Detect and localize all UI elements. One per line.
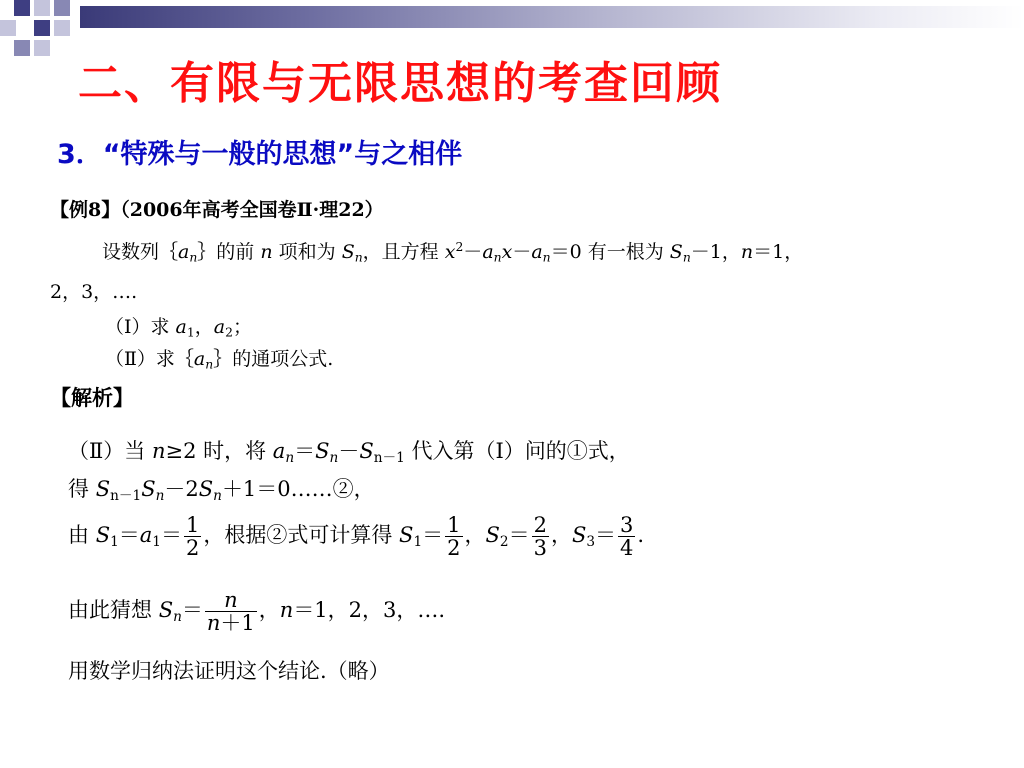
decor-square xyxy=(54,0,70,16)
example-heading: 【例8】（2006年高考全国卷Ⅱ·理22） xyxy=(50,199,384,221)
header-gradient-bar xyxy=(80,6,1024,28)
analysis-line-5: 用数学归纳法证明这个结论.（略） xyxy=(68,659,390,683)
analysis-line-4: 由此猜想 $S_n=$ $\frac{n}{n+1}$ ，n＝1，2，3，…. xyxy=(68,588,446,636)
fraction: $\frac{2}{3}$ xyxy=(533,513,547,561)
problem-statement-line-2: 2，3，…. xyxy=(50,281,138,303)
decor-square xyxy=(54,20,70,36)
fraction: $\frac{1}{2}$ xyxy=(185,513,200,561)
slide-header-decoration xyxy=(0,0,1024,36)
analysis-line-3: 由 $S_1=a_1=$ $\frac{1}{2}$ ，根据②式可计算得 $S_1=$ $\frac{1}{2}$ ，$S_2=$ $\frac{2}{3}$ ，$S_3=$ $\frac{3}{4}$ . xyxy=(68,513,645,561)
decor-square xyxy=(14,0,30,16)
analysis-line-2: 得 $S_{n-1}S_n-2S_n+1=0\dots\dots ②$， xyxy=(68,477,375,505)
slide-title: 二、有限与无限思想的考查回顾 xyxy=(78,58,722,109)
fraction: $\frac{n}{n+1}$ xyxy=(206,588,255,636)
question-2: （Ⅱ）求$\{a_n\}$的通项公式. xyxy=(105,348,334,372)
section-subtitle: 3．“特殊与一般的思想”与之相伴 xyxy=(57,139,463,170)
decor-square xyxy=(0,20,16,36)
decor-square xyxy=(34,20,50,36)
decor-square xyxy=(34,0,50,16)
fraction: $\frac{1}{2}$ xyxy=(447,513,461,561)
analysis-heading: 【解析】 xyxy=(50,385,134,410)
decor-square xyxy=(14,40,30,56)
decor-square xyxy=(34,40,50,56)
analysis-line-1: （Ⅱ）当 n≥2 时，将 $a_n=S_n-S_{n-1}$ 代入第（Ⅰ）问的①式， xyxy=(68,439,630,467)
question-1: （Ⅰ）求 $a_1$，$a_2$； xyxy=(105,316,252,340)
problem-statement-line-1: 设数列$\{a_n\}$的前 n 项和为 $S_n$，且方程 $x^2-a_nx-a_n=0$ 有一根为 $S_n-1$，n＝1， xyxy=(102,240,804,265)
fraction: $\frac{3}{4}$ xyxy=(620,513,634,561)
